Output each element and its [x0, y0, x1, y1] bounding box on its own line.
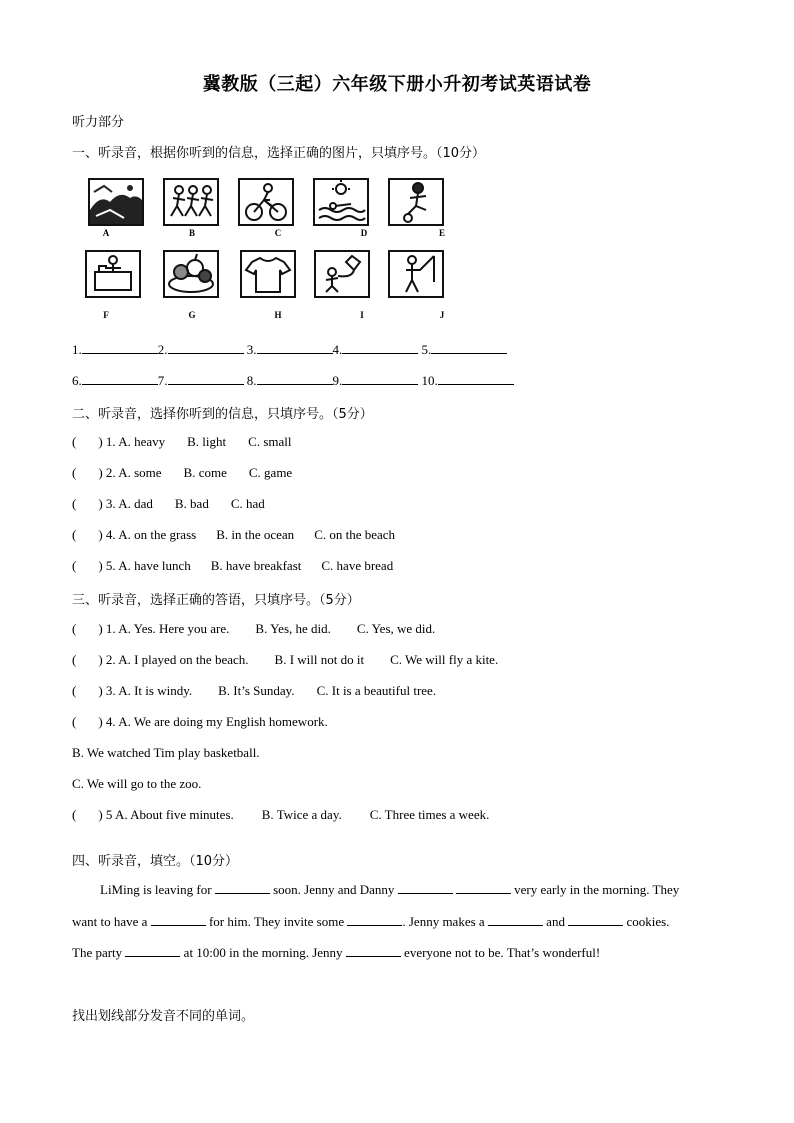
fill-blank[interactable]	[125, 944, 180, 957]
option-b: B. Yes, he did.	[255, 621, 331, 636]
part2-question-4	[72, 527, 395, 543]
cyclist-icon	[238, 178, 294, 226]
option-c: C. Yes, we did.	[356, 621, 436, 636]
part1-answer-row-1	[72, 341, 507, 358]
answer-paren[interactable]: (	[72, 714, 77, 729]
answer-paren[interactable]: (	[72, 527, 77, 542]
picture-label-d: D	[360, 228, 368, 238]
part2-question-3	[72, 496, 265, 512]
answer-number: 6.	[72, 373, 82, 388]
option-b: B. bad	[174, 496, 209, 511]
answer-blank[interactable]	[82, 372, 158, 385]
phonics-section-heading: 找出划线部分发音不同的单词。	[72, 1009, 255, 1024]
answer-number: 7.	[157, 373, 168, 388]
fill-blank[interactable]	[215, 881, 270, 894]
picture-label-g: G	[188, 310, 196, 320]
passage-text: want to have a	[72, 914, 148, 929]
answer-number: 1.	[72, 342, 82, 357]
swimming-icon	[313, 178, 369, 226]
option-b: B. have breakfast	[210, 558, 302, 573]
part3-question-3	[72, 683, 436, 699]
answer-number: 4.	[332, 342, 343, 357]
option-a: ) 5. A. have lunch	[98, 558, 191, 573]
option-a: ) 5 A. About five minutes.	[98, 807, 234, 822]
passage-text: soon. Jenny and Danny	[273, 882, 395, 897]
answer-blank[interactable]	[168, 341, 244, 354]
picture-label-a: A	[102, 228, 110, 238]
answer-paren[interactable]: (	[72, 683, 77, 698]
passage-text: The party	[72, 945, 123, 960]
part4-line-1	[72, 881, 722, 898]
answer-blank[interactable]	[257, 372, 333, 385]
fill-blank[interactable]	[346, 944, 401, 957]
answer-paren[interactable]: (	[72, 621, 77, 636]
passage-text: LiMing is leaving for	[100, 882, 212, 897]
option-b: B. in the ocean	[216, 527, 295, 542]
option-c: C. small	[248, 434, 292, 449]
part3-question-4	[72, 714, 328, 730]
answer-paren[interactable]: (	[72, 558, 77, 573]
part3-question-5	[72, 807, 489, 823]
answer-number: 2.	[157, 342, 168, 357]
passage-text: and	[546, 914, 565, 929]
answer-blank[interactable]	[431, 341, 507, 354]
answer-number: 9.	[332, 373, 343, 388]
answer-blank[interactable]	[342, 372, 418, 385]
answer-paren[interactable]: (	[72, 434, 77, 449]
part3-question-4-option-c: C. We will go to the zoo.	[72, 776, 202, 791]
fruit-basket-icon	[163, 250, 219, 298]
part2-heading: 二、听录音，选择你听到的信息，只填序号。（5分）	[72, 407, 373, 422]
person-at-desk-icon	[85, 250, 141, 298]
option-b: B. come	[183, 465, 227, 480]
passage-text: at 10:00 in the morning. Jenny	[183, 945, 343, 960]
option-b: B. Twice a day.	[261, 807, 342, 822]
picture-label-f: F	[103, 310, 109, 320]
picture-label-j: J	[439, 310, 445, 320]
exam-title: 冀教版（三起）六年级下册小升初考试英语试卷	[202, 74, 592, 95]
part3-heading: 三、听录音，选择正确的答语，只填序号。（5分）	[72, 593, 360, 608]
fill-blank[interactable]	[568, 913, 623, 926]
picture-label-h: H	[274, 310, 282, 320]
answer-paren[interactable]: (	[72, 807, 77, 822]
landscape-icon	[88, 178, 144, 226]
person-fishing-icon	[388, 250, 444, 298]
picture-label-e: E	[438, 228, 445, 238]
answer-paren[interactable]: (	[72, 465, 77, 480]
option-c: C. game	[248, 465, 293, 480]
option-c: C. We will fly a kite.	[390, 652, 499, 667]
passage-text: very early in the morning. They	[514, 882, 680, 897]
option-a: ) 2. A. some	[98, 465, 162, 480]
boy-kicking-icon	[388, 178, 444, 226]
part3-question-1	[72, 621, 435, 637]
listening-section-label: 听力部分	[72, 115, 125, 130]
part4-line-2	[72, 913, 722, 930]
picture-label-i: I	[360, 310, 364, 320]
tshirt-icon	[240, 250, 296, 298]
fill-blank[interactable]	[398, 881, 453, 894]
option-a: ) 3. A. dad	[98, 496, 153, 511]
option-c: C. It is a beautiful tree.	[316, 683, 437, 698]
answer-number: 8.	[246, 373, 257, 388]
part2-question-5	[72, 558, 393, 574]
option-c: C. had	[230, 496, 265, 511]
answer-blank[interactable]	[342, 341, 418, 354]
answer-number: 5.	[421, 342, 432, 357]
answer-paren[interactable]: (	[72, 652, 77, 667]
answer-blank[interactable]	[168, 372, 244, 385]
passage-text: everyone not to be. That’s wonderful!	[404, 945, 601, 960]
picture-label-c: C	[274, 228, 282, 238]
option-a: ) 4. A. on the grass	[98, 527, 197, 542]
answer-blank[interactable]	[257, 341, 333, 354]
kite-flying-icon	[314, 250, 370, 298]
fill-blank[interactable]	[488, 913, 543, 926]
option-a: ) 4. A. We are doing my English homework.	[98, 714, 328, 729]
answer-blank[interactable]	[82, 341, 158, 354]
option-a: ) 3. A. It is windy.	[98, 683, 193, 698]
option-b: B. light	[187, 434, 227, 449]
part3-question-4-option-b: B. We watched Tim play basketball.	[72, 745, 260, 760]
part4-heading: 四、听录音，填空。（10分）	[72, 854, 239, 869]
part4-line-3	[72, 944, 722, 961]
option-c: C. have bread	[321, 558, 394, 573]
people-running-icon	[163, 178, 219, 226]
passage-text: cookies.	[626, 914, 670, 929]
fill-blank[interactable]	[456, 881, 511, 894]
answer-number: 3.	[246, 342, 257, 357]
answer-blank[interactable]	[438, 372, 514, 385]
fill-blank[interactable]	[347, 913, 402, 926]
part1-answer-row-2	[72, 372, 514, 389]
passage-text: . Jenny makes a	[402, 914, 485, 929]
part2-question-1	[72, 434, 292, 450]
option-c: C. on the beach	[314, 527, 396, 542]
option-b: B. It’s Sunday.	[218, 683, 295, 698]
option-a: ) 2. A. I played on the beach.	[98, 652, 249, 667]
part3-question-2	[72, 652, 498, 668]
fill-blank[interactable]	[151, 913, 206, 926]
option-a: ) 1. A. heavy	[98, 434, 166, 449]
picture-label-b: B	[188, 228, 195, 238]
option-a: ) 1. A. Yes. Here you are.	[98, 621, 230, 636]
option-c: C. Three times a week.	[369, 807, 490, 822]
answer-paren[interactable]: (	[72, 496, 77, 511]
passage-text: for him. They invite some	[208, 914, 345, 929]
part2-question-2	[72, 465, 292, 481]
option-b: B. I will not do it	[274, 652, 365, 667]
answer-number: 10.	[421, 373, 438, 388]
part1-heading: 一、听录音，根据你听到的信息，选择正确的图片，只填序号。（10分）	[72, 146, 486, 161]
